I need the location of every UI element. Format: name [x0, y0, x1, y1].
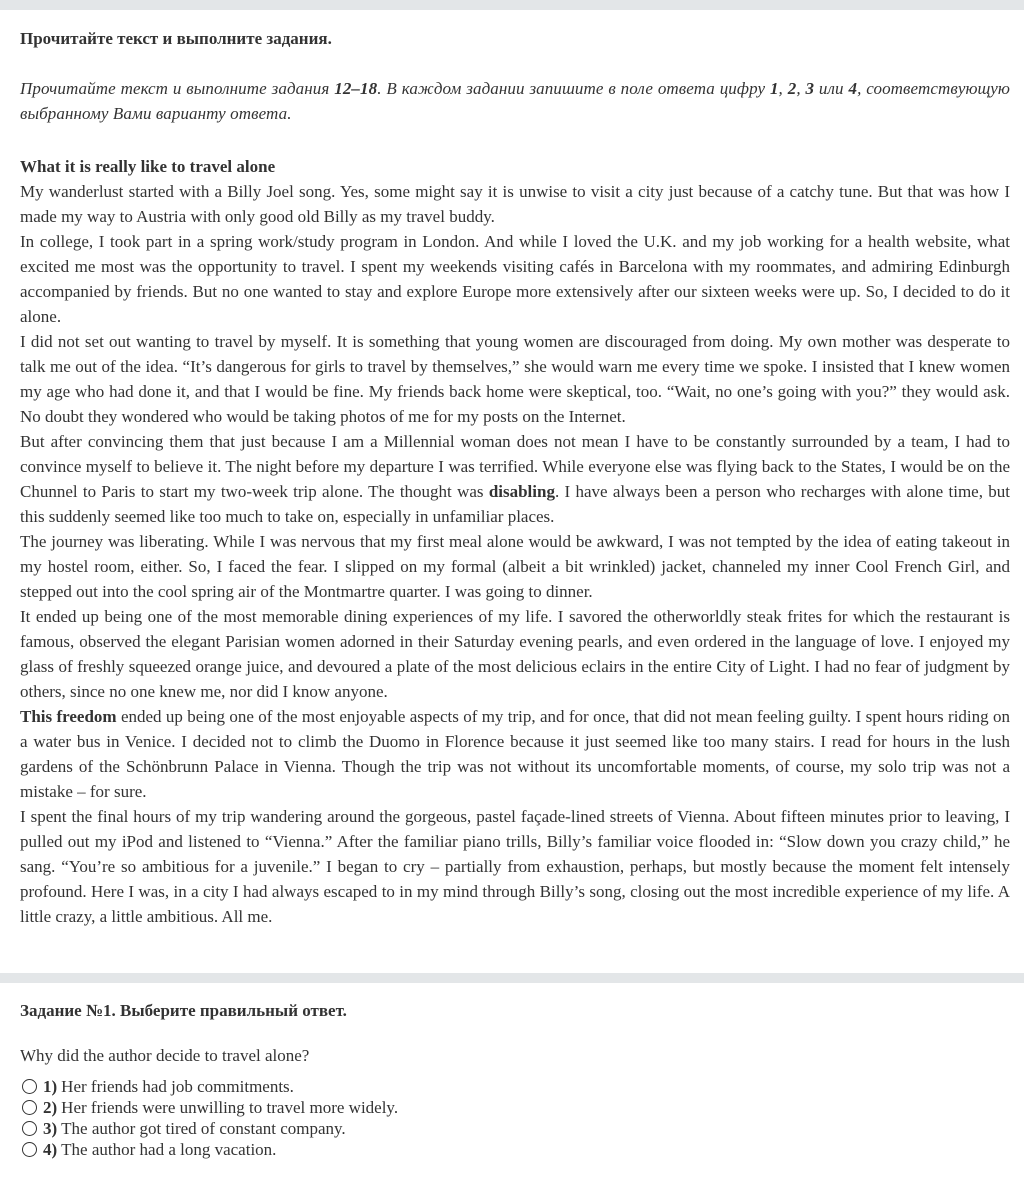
option-number: 1) — [43, 1077, 58, 1096]
instruction-sep-3: или — [814, 79, 849, 98]
highlighted-word-disabling: disabling — [488, 482, 555, 501]
paragraph-4-text-after: . I have always been a person who recharges with alone time, but this suddenly seemed like too much to take on, especially in unfamiliar places. — [20, 482, 1010, 526]
task-question: Why did the author decide to travel alone? — [20, 1046, 310, 1065]
radio-button-icon[interactable] — [22, 1121, 37, 1136]
answer-option-4[interactable] — [20, 1139, 1010, 1160]
article-paragraph-4 — [20, 429, 1010, 529]
radio-button-icon[interactable] — [22, 1079, 37, 1094]
top-divider — [0, 0, 1024, 10]
radio-button-icon[interactable] — [22, 1100, 37, 1115]
instruction-sep-2: , — [796, 79, 806, 98]
highlighted-phrase-this-freedom: This freedom — [20, 707, 117, 726]
instruction-part2: . В каждом задании запишите в поле ответа цифру — [377, 79, 770, 98]
answer-option-1[interactable] — [20, 1076, 1010, 1097]
article-paragraph-7 — [20, 704, 1010, 804]
paragraph-7-text-after: ended up being one of the most enjoyable aspects of my trip, and for once, that did not mean feeling guilty. I spent hours riding on a water bus in Venice. I decided not to climb the Duomo in Florence because it just seemed like too many stairs. I read for hours in the lush gardens of the Schönbrunn Palace in Vienna. Though the trip was not without its uncomfortable moments, of course, my solo trip was not a mistake – for sure. — [20, 707, 1010, 801]
instruction-part1: Прочитайте текст и выполните задания — [20, 79, 335, 98]
option-number: 4) — [43, 1140, 58, 1159]
option-number: 3) — [43, 1119, 58, 1138]
article-title: What it is really like to travel alone — [20, 157, 276, 176]
instruction-digit-2: 2 — [787, 79, 797, 98]
article-paragraph-1: My wanderlust started with a Billy Joel song. Yes, some might say it is unwise to visit a city just because of a catchy tune. But that was how I made my way to Austria with only good old Billy as my travel buddy. — [20, 182, 1010, 226]
answer-options — [20, 1076, 1010, 1160]
answer-option-3[interactable] — [20, 1118, 1010, 1139]
article-paragraph-6: It ended up being one of the most memorable dining experiences of my life. I savored the otherworldly steak frites for which the restaurant is famous, observed the elegant Parisian women adorned in their Saturday evening pearls, and even ordered in the language of love. I enjoyed my glass of freshly squeezed orange juice, and devoured a plate of the most delicious eclairs in the entire City of Light. I had no fear of judgment by others, since no one knew me, nor did I know anyone. — [20, 607, 1010, 701]
option-text: Her friends had job commitments. — [61, 1077, 294, 1096]
task-heading: Задание №1. Выберите правильный ответ. — [20, 1001, 347, 1020]
instruction-text — [20, 76, 1010, 126]
section-divider — [0, 973, 1024, 983]
option-number: 2) — [43, 1098, 58, 1117]
option-text: Her friends were unwilling to travel more widely. — [61, 1098, 399, 1117]
option-text: The author got tired of constant company. — [61, 1119, 346, 1138]
instruction-digit-1: 1 — [769, 79, 779, 98]
radio-button-icon[interactable] — [22, 1142, 37, 1157]
instruction-digit-4: 4 — [848, 79, 858, 98]
article-paragraph-8: I spent the final hours of my trip wandering around the gorgeous, pastel façade-lined streets of Vienna. About fifteen minutes prior to leaving, I pulled out my iPod and listened to “Vienna.” After the familiar piano trills, Billy’s familiar voice flooded in: “Slow down you crazy child,” he sang. “You’re so ambitious for a juvenile.” I began to cry – partially from exhaustion, perhaps, but mostly because the moment felt intensely profound. Here I was, in a city I had always escaped to in my mind through Billy’s song, closing out the most incredible experience of my life. A little crazy, a little ambitious. All me. — [20, 807, 1010, 926]
answer-option-2[interactable] — [20, 1097, 1010, 1118]
option-text: The author had a long vacation. — [61, 1140, 277, 1159]
paragraph-4-text-before: But after convincing them that just because I am a Millennial woman does not mean I have to be constantly surrounded by a team, I had to convince myself to believe it. The night before my departure I was terrified. While everyone else was flying back to the States, I would be on the Chunnel to Paris to start my two-week trip alone. The thought was — [20, 432, 1010, 501]
instruction-part3: , соответствующую выбранному Вами варианту ответа. — [20, 79, 1010, 123]
reading-section — [0, 10, 1024, 929]
instruction-digit-3: 3 — [805, 79, 815, 98]
article-paragraph-5: The journey was liberating. While I was nervous that my first meal alone would be awkward, I was not tempted by the idea of eating takeout in my hostel room, either. So, I faced the fear. I slipped on my formal (albeit a bit wrinkled) jacket, channeled my inner Cool French Girl, and stepped out into the cool spring air of the Montmartre quarter. I was going to dinner. — [20, 532, 1010, 601]
instruction-sep-1: , — [778, 79, 788, 98]
task-section — [0, 983, 1024, 1160]
reading-heading: Прочитайте текст и выполните задания. — [20, 29, 332, 48]
article-paragraph-3: I did not set out wanting to travel by myself. It is something that young women are discouraged from doing. My own mother was desperate to talk me out of the idea. “It’s dangerous for girls to travel by themselves,” she would warn me every time we spoke. I insisted that I knew women my age who had done it, and that I would be fine. My friends back home were skeptical, too. “Wait, no one’s going with you?” they would ask. No doubt they wondered who would be taking photos of me for my posts on the Internet. — [20, 332, 1010, 426]
instruction-range: 12–18 — [334, 79, 378, 98]
article-paragraph-2: In college, I took part in a spring work/study program in London. And while I loved the U.K. and my job working for a health website, what excited me most was the opportunity to travel. I spent my weekends visiting cafés in Barcelona with my roommates, and admiring Edinburgh accompanied by friends. But no one wanted to stay and explore Europe more extensively after our sixteen weeks were up. So, I decided to do it alone. — [20, 232, 1010, 326]
